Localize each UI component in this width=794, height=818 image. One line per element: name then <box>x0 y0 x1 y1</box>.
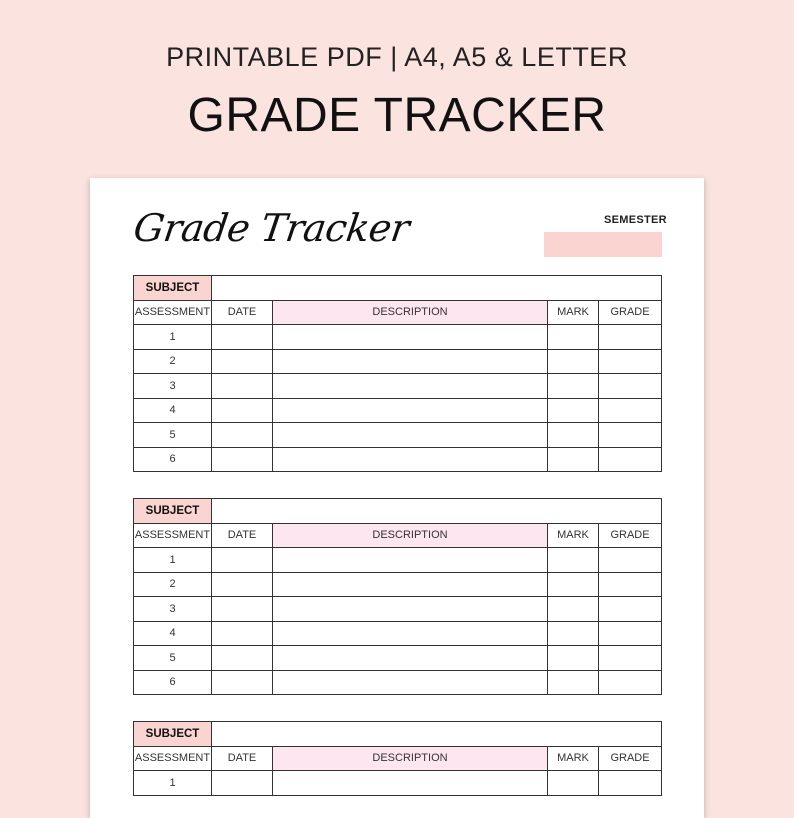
subject-row <box>134 276 662 301</box>
table-row <box>134 572 662 597</box>
mark-cell[interactable] <box>548 349 599 374</box>
grade-cell[interactable] <box>599 447 662 472</box>
description-cell[interactable] <box>273 646 548 671</box>
tracker-sheet <box>90 178 704 818</box>
column-header-grade: GRADE <box>599 523 662 548</box>
date-cell[interactable] <box>212 572 273 597</box>
mark-cell[interactable] <box>548 447 599 472</box>
semester-label: SEMESTER <box>604 214 667 226</box>
grade-cell[interactable] <box>599 374 662 399</box>
column-header-date: DATE <box>212 746 273 771</box>
grade-table <box>133 498 662 695</box>
assessment-number: 6 <box>134 447 212 472</box>
column-header-assessment: ASSESSMENT <box>134 300 212 325</box>
mark-cell[interactable] <box>548 771 599 796</box>
description-cell[interactable] <box>273 771 548 796</box>
assessment-number: 2 <box>134 572 212 597</box>
column-header-grade: GRADE <box>599 746 662 771</box>
description-cell[interactable] <box>273 597 548 622</box>
date-cell[interactable] <box>212 325 273 350</box>
assessment-number: 2 <box>134 349 212 374</box>
description-cell[interactable] <box>273 423 548 448</box>
assessment-number: 5 <box>134 423 212 448</box>
date-cell[interactable] <box>212 621 273 646</box>
grade-cell[interactable] <box>599 771 662 796</box>
mark-cell[interactable] <box>548 670 599 695</box>
date-cell[interactable] <box>212 646 273 671</box>
column-header-row <box>134 523 662 548</box>
description-cell[interactable] <box>273 325 548 350</box>
subject-input[interactable] <box>212 276 662 301</box>
table-row <box>134 423 662 448</box>
description-cell[interactable] <box>273 349 548 374</box>
description-cell[interactable] <box>273 670 548 695</box>
mark-cell[interactable] <box>548 423 599 448</box>
mark-cell[interactable] <box>548 325 599 350</box>
description-cell[interactable] <box>273 572 548 597</box>
subject-label: SUBJECT <box>134 276 212 301</box>
table-row <box>134 349 662 374</box>
mark-cell[interactable] <box>548 398 599 423</box>
column-header-mark: MARK <box>548 523 599 548</box>
table-row <box>134 646 662 671</box>
banner-subtitle: PRINTABLE PDF | A4, A5 & LETTER <box>166 42 628 72</box>
mark-cell[interactable] <box>548 621 599 646</box>
column-header-grade: GRADE <box>599 300 662 325</box>
grade-cell[interactable] <box>599 548 662 573</box>
mark-cell[interactable] <box>548 572 599 597</box>
grade-cell[interactable] <box>599 398 662 423</box>
subject-input[interactable] <box>212 499 662 524</box>
column-header-row <box>134 746 662 771</box>
date-cell[interactable] <box>212 670 273 695</box>
grade-cell[interactable] <box>599 423 662 448</box>
table-row <box>134 621 662 646</box>
subject-row <box>134 499 662 524</box>
assessment-number: 1 <box>134 325 212 350</box>
description-cell[interactable] <box>273 398 548 423</box>
date-cell[interactable] <box>212 423 273 448</box>
description-cell[interactable] <box>273 447 548 472</box>
description-cell[interactable] <box>273 374 548 399</box>
column-header-row <box>134 300 662 325</box>
grade-cell[interactable] <box>599 646 662 671</box>
date-cell[interactable] <box>212 597 273 622</box>
subject-input[interactable] <box>212 722 662 747</box>
subject-label: SUBJECT <box>134 499 212 524</box>
column-header-description: DESCRIPTION <box>273 523 548 548</box>
subject-label: SUBJECT <box>134 722 212 747</box>
grade-cell[interactable] <box>599 349 662 374</box>
column-header-assessment: ASSESSMENT <box>134 523 212 548</box>
date-cell[interactable] <box>212 447 273 472</box>
table-row <box>134 398 662 423</box>
description-cell[interactable] <box>273 548 548 573</box>
grade-cell[interactable] <box>599 572 662 597</box>
table-row <box>134 597 662 622</box>
table-row <box>134 548 662 573</box>
sheet-script-title: Grade Tracker <box>130 206 412 250</box>
mark-cell[interactable] <box>548 548 599 573</box>
mark-cell[interactable] <box>548 646 599 671</box>
grade-table <box>133 721 662 796</box>
column-header-mark: MARK <box>548 746 599 771</box>
date-cell[interactable] <box>212 548 273 573</box>
table-row <box>134 325 662 350</box>
table-row <box>134 670 662 695</box>
column-header-description: DESCRIPTION <box>273 300 548 325</box>
date-cell[interactable] <box>212 771 273 796</box>
grade-table <box>133 275 662 472</box>
mark-cell[interactable] <box>548 597 599 622</box>
description-cell[interactable] <box>273 621 548 646</box>
assessment-number: 4 <box>134 621 212 646</box>
mark-cell[interactable] <box>548 374 599 399</box>
grade-cell[interactable] <box>599 597 662 622</box>
banner-title: GRADE TRACKER <box>187 89 607 142</box>
assessment-number: 1 <box>134 548 212 573</box>
assessment-number: 3 <box>134 597 212 622</box>
grade-cell[interactable] <box>599 325 662 350</box>
column-header-assessment: ASSESSMENT <box>134 746 212 771</box>
assessment-number: 6 <box>134 670 212 695</box>
assessment-number: 5 <box>134 646 212 671</box>
table-row <box>134 771 662 796</box>
assessment-number: 1 <box>134 771 212 796</box>
table-row <box>134 374 662 399</box>
assessment-number: 4 <box>134 398 212 423</box>
column-header-mark: MARK <box>548 300 599 325</box>
date-cell[interactable] <box>212 349 273 374</box>
subject-row <box>134 722 662 747</box>
column-header-description: DESCRIPTION <box>273 746 548 771</box>
grade-cell[interactable] <box>599 670 662 695</box>
grade-cell[interactable] <box>599 621 662 646</box>
table-row <box>134 447 662 472</box>
assessment-number: 3 <box>134 374 212 399</box>
column-header-date: DATE <box>212 300 273 325</box>
column-header-date: DATE <box>212 523 273 548</box>
semester-field[interactable] <box>544 232 662 257</box>
date-cell[interactable] <box>212 398 273 423</box>
date-cell[interactable] <box>212 374 273 399</box>
